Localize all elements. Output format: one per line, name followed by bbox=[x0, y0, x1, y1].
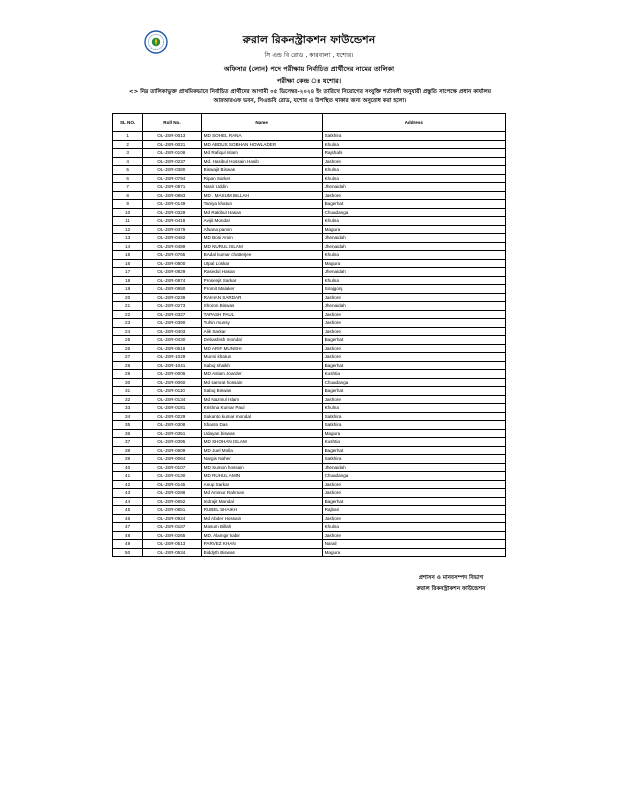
cell-name: Shoron Biswas bbox=[201, 302, 322, 311]
cell-name: Alik Sarkar bbox=[201, 327, 322, 336]
cell-roll-no: OL-JSR-1041 bbox=[143, 361, 201, 370]
cell-address: Jashore bbox=[322, 293, 505, 302]
cell-sl-no: 12 bbox=[113, 225, 143, 234]
table-row bbox=[113, 463, 506, 472]
notice-text: <> নিম্ন তালিকাভুক্ত প্রাথমিকভাবে নির্বাচিত প্রার্থীদের আগামী ০৫ ডিসেম্বর-২০২৪ ইং তারিখে নিয়োগের সংযুক্তি শর্তাবলী অনুযায়ী প্রস্তুতি সাপেক্ষে প্রধান কার্যালয় আরআরএফ ভবন, সিএন্ডবি রোড, যশোর এ উপস্থিত থাকার জন্য অনুরোধ করা হলো। bbox=[128, 89, 492, 104]
table-row bbox=[113, 370, 506, 379]
cell-roll-no: OL-JSR-0534 bbox=[143, 548, 201, 557]
table-row bbox=[113, 438, 506, 447]
table-row bbox=[113, 336, 506, 345]
cell-sl-no: 9 bbox=[113, 200, 143, 209]
cell-address: Kushtia bbox=[322, 438, 505, 447]
cell-name: Debashish mondal bbox=[201, 336, 322, 345]
cell-address: Magura bbox=[322, 548, 505, 557]
cell-name: MD Boni Amin bbox=[201, 234, 322, 243]
cell-name: Promit Malaker bbox=[201, 285, 322, 294]
candidate-table bbox=[112, 113, 506, 557]
cell-roll-no: OL-JSR-0145 bbox=[143, 480, 201, 489]
cell-roll-no: OL-JSR-0482 bbox=[143, 234, 201, 243]
cell-address: Chuadanga bbox=[322, 208, 505, 217]
table-row bbox=[113, 497, 506, 506]
cell-name: Utpal Loskar bbox=[201, 259, 322, 268]
table-row bbox=[113, 361, 506, 370]
cell-roll-no: OL-JSR-0187 bbox=[143, 523, 201, 532]
cell-name: Md Abder Hossain bbox=[201, 514, 322, 523]
cell-address: Satkhira bbox=[322, 421, 505, 430]
cell-address: Jashore bbox=[322, 191, 505, 200]
table-row bbox=[113, 149, 506, 158]
cell-address: Khulna bbox=[322, 217, 505, 226]
cell-sl-no: 25 bbox=[113, 336, 143, 345]
cell-address: Jhenaidah bbox=[322, 302, 505, 311]
cell-sl-no: 26 bbox=[113, 344, 143, 353]
cell-address: Bagerhat bbox=[322, 336, 505, 345]
cell-roll-no: OL-JSR-0380 bbox=[143, 166, 201, 175]
cell-roll-no: OL-JSR-0851 bbox=[143, 506, 201, 515]
cell-address: Jashore bbox=[322, 489, 505, 498]
cell-roll-no: OL-JSR-0329 bbox=[143, 208, 201, 217]
table-row bbox=[113, 378, 506, 387]
cell-roll-no: OL-JSR-0418 bbox=[143, 217, 201, 226]
cell-address: Magura bbox=[322, 429, 505, 438]
cell-roll-no: OL-JSR-0110 bbox=[143, 387, 201, 396]
cell-address: Satkhira bbox=[322, 412, 505, 421]
cell-address: Bagerhat bbox=[322, 361, 505, 370]
table-row bbox=[113, 480, 506, 489]
cell-address: Jashore bbox=[322, 514, 505, 523]
cell-sl-no: 7 bbox=[113, 183, 143, 192]
cell-roll-no: OL-JSR-0403 bbox=[143, 327, 201, 336]
table-row bbox=[113, 276, 506, 285]
cell-name: Nasir Uddin bbox=[201, 183, 322, 192]
cell-sl-no: 34 bbox=[113, 412, 143, 421]
cell-address: Khulna bbox=[322, 166, 505, 175]
cell-sl-no: 8 bbox=[113, 191, 143, 200]
cell-sl-no: 18 bbox=[113, 276, 143, 285]
cell-sl-no: 20 bbox=[113, 293, 143, 302]
cell-sl-no: 42 bbox=[113, 480, 143, 489]
cell-roll-no: OL-JSR-0794 bbox=[143, 174, 201, 183]
cell-name: PARVEZ KHAN bbox=[201, 540, 322, 549]
cell-roll-no: OL-JSR-0513 bbox=[143, 540, 201, 549]
cell-sl-no: 32 bbox=[113, 395, 143, 404]
cell-sl-no: 6 bbox=[113, 174, 143, 183]
cell-name: MD ABDUS SOBHAN HOWLADER bbox=[201, 140, 322, 149]
cell-sl-no: 28 bbox=[113, 361, 143, 370]
cell-roll-no: OL-JSR-0134 bbox=[143, 395, 201, 404]
cell-roll-no: OL-JSR-0327 bbox=[143, 310, 201, 319]
cell-address: Khulna bbox=[322, 523, 505, 532]
cell-address: Magura bbox=[322, 259, 505, 268]
table-row bbox=[113, 548, 506, 557]
cell-name: MD Sumon hossain bbox=[201, 463, 322, 472]
cell-roll-no: OL-JSR-0288 bbox=[143, 489, 201, 498]
cell-roll-no: OL-JSR-0239 bbox=[143, 293, 201, 302]
cell-name: Md. Hasibul Hossain Hasib bbox=[201, 157, 322, 166]
cell-roll-no: OL-JSR-0874 bbox=[143, 276, 201, 285]
table-row bbox=[113, 531, 506, 540]
cell-name: Sabuj Biswas bbox=[201, 387, 322, 396]
signature-department: প্রশাসন ও মানবসম্পদ বিভাগ bbox=[418, 575, 484, 581]
table-row bbox=[113, 157, 506, 166]
table-row bbox=[113, 395, 506, 404]
cell-roll-no: OL-JSR-0064 bbox=[143, 455, 201, 464]
cell-roll-no: OL-JSR-0106 bbox=[143, 149, 201, 158]
cell-sl-no: 14 bbox=[113, 242, 143, 251]
cell-sl-no: 4 bbox=[113, 157, 143, 166]
cell-roll-no: OL-JSR-0765 bbox=[143, 251, 201, 260]
cell-address: Jhenaidah bbox=[322, 234, 505, 243]
cell-sl-no: 10 bbox=[113, 208, 143, 217]
cell-sl-no: 27 bbox=[113, 353, 143, 362]
cell-address: Jhenaidah bbox=[322, 268, 505, 277]
cell-roll-no: OL-JSR-0871 bbox=[143, 183, 201, 192]
cell-name: Sabuj shaikh bbox=[201, 361, 322, 370]
cell-sl-no: 11 bbox=[113, 217, 143, 226]
table-row bbox=[113, 140, 506, 149]
cell-sl-no: 43 bbox=[113, 489, 143, 498]
cell-name: Sukanto kumar mondal bbox=[201, 412, 322, 421]
table-row bbox=[113, 523, 506, 532]
signature-block bbox=[376, 573, 526, 595]
cell-address: Jashore bbox=[322, 319, 505, 328]
cell-name: Rasedul Hasan bbox=[201, 268, 322, 277]
cell-sl-no: 13 bbox=[113, 234, 143, 243]
cell-name: MD Juel Molla bbox=[201, 446, 322, 455]
table-row bbox=[113, 293, 506, 302]
cell-roll-no: OL-JSR-0237 bbox=[143, 157, 201, 166]
cell-name: Shanto Das bbox=[201, 421, 322, 430]
cell-roll-no: OL-JSR-0308 bbox=[143, 421, 201, 430]
cell-name: MD NURUL ISLAM bbox=[201, 242, 322, 251]
cell-name: Krishna Kumar Paul bbox=[201, 404, 322, 413]
list-title: অফিসার (লোন) পদে পরীক্ষায় নির্বাচিত প্রার্থীদের নামের তালিকা bbox=[223, 65, 395, 73]
cell-address: Bagerhat bbox=[322, 446, 505, 455]
cell-roll-no: OL-JSR-0489 bbox=[143, 242, 201, 251]
cell-sl-no: 21 bbox=[113, 302, 143, 311]
table-row bbox=[113, 132, 506, 141]
cell-name: RUBEL SHAIKH bbox=[201, 506, 322, 515]
table-row bbox=[113, 489, 506, 498]
cell-name: Md samrat hossain bbox=[201, 378, 322, 387]
cell-sl-no: 50 bbox=[113, 548, 143, 557]
table-row bbox=[113, 191, 506, 200]
table-row bbox=[113, 234, 506, 243]
cell-name: Afsana parvin bbox=[201, 225, 322, 234]
cell-address: Jashore bbox=[322, 531, 505, 540]
cell-name: Indrajit Mandal bbox=[201, 497, 322, 506]
cell-sl-no: 31 bbox=[113, 387, 143, 396]
cell-name: Md Rakibul Hasan bbox=[201, 208, 322, 217]
cell-sl-no: 30 bbox=[113, 378, 143, 387]
cell-sl-no: 2 bbox=[113, 140, 143, 149]
cell-sl-no: 38 bbox=[113, 446, 143, 455]
cell-sl-no: 24 bbox=[113, 327, 143, 336]
table-header-row bbox=[113, 114, 506, 132]
table-row bbox=[113, 302, 506, 311]
table-row bbox=[113, 387, 506, 396]
cell-sl-no: 40 bbox=[113, 463, 143, 472]
cell-roll-no: OL-JSR-0006 bbox=[143, 370, 201, 379]
cell-sl-no: 45 bbox=[113, 506, 143, 515]
table-row bbox=[113, 319, 506, 328]
organization-name: রুরাল রিকনস্ট্রাকশন ফাউন্ডেশন bbox=[242, 34, 376, 46]
cell-sl-no: 33 bbox=[113, 404, 143, 413]
cell-address: Narail bbox=[322, 540, 505, 549]
cell-sl-no: 37 bbox=[113, 438, 143, 447]
cell-name: Munni khatun bbox=[201, 353, 322, 362]
cell-address: Rajbari bbox=[322, 506, 505, 515]
table-row bbox=[113, 353, 506, 362]
cell-name: Biswajit Biswas bbox=[201, 166, 322, 175]
table-row bbox=[113, 540, 506, 549]
cell-roll-no: OL-JSR-0060 bbox=[143, 378, 201, 387]
table-row bbox=[113, 268, 506, 277]
cell-roll-no: OL-JSR-0395 bbox=[143, 438, 201, 447]
cell-name: Tuhin munsy bbox=[201, 319, 322, 328]
table-row bbox=[113, 506, 506, 515]
cell-sl-no: 3 bbox=[113, 149, 143, 158]
cell-address: Bagerhat bbox=[322, 387, 505, 396]
cell-roll-no: OL-JSR-0021 bbox=[143, 140, 201, 149]
table-row bbox=[113, 242, 506, 251]
cell-sl-no: 47 bbox=[113, 523, 143, 532]
exam-center: পরীক্ষা কেন্দ্র ঃ যশোর। bbox=[276, 77, 342, 85]
cell-address: Jashore bbox=[322, 157, 505, 166]
cell-sl-no: 17 bbox=[113, 268, 143, 277]
cell-name: Nargis Naher bbox=[201, 455, 322, 464]
cell-sl-no: 36 bbox=[113, 429, 143, 438]
header-name: Name bbox=[201, 114, 322, 132]
organization-address: সি এন্ড বি রোড , কারবালা , যশোর। bbox=[264, 52, 354, 59]
cell-roll-no: OL-JSR-0130 bbox=[143, 472, 201, 481]
cell-name: MD. Alamgir kabir bbox=[201, 531, 322, 540]
header-address: Address bbox=[322, 114, 505, 132]
cell-roll-no: OL-JSR-0950 bbox=[143, 285, 201, 294]
cell-name: RAIHAN SARDAR bbox=[201, 293, 322, 302]
cell-address: Kushtia bbox=[322, 370, 505, 379]
cell-address: Jashore bbox=[322, 395, 505, 404]
cell-name: Taniya khatun bbox=[201, 200, 322, 209]
cell-roll-no: OL-JSR-0265 bbox=[143, 531, 201, 540]
table-row bbox=[113, 344, 506, 353]
cell-name: Prosenjit Sarkar bbox=[201, 276, 322, 285]
cell-sl-no: 46 bbox=[113, 514, 143, 523]
table-row bbox=[113, 472, 506, 481]
cell-sl-no: 48 bbox=[113, 531, 143, 540]
table-row bbox=[113, 404, 506, 413]
cell-address: Magura bbox=[322, 225, 505, 234]
cell-roll-no: OL-JSR-0479 bbox=[143, 225, 201, 234]
cell-address: Jhenaidah bbox=[322, 242, 505, 251]
table-row bbox=[113, 429, 506, 438]
cell-roll-no: OL-JSR-0883 bbox=[143, 191, 201, 200]
cell-roll-no: OL-JSR-0390 bbox=[143, 319, 201, 328]
cell-name: Md Rafiqul Islam bbox=[201, 149, 322, 158]
cell-name: MD.Aslam Joarder bbox=[201, 370, 322, 379]
cell-roll-no: OL-JSR-1029 bbox=[143, 353, 201, 362]
cell-roll-no: OL-JSR-0618 bbox=[143, 344, 201, 353]
table-row bbox=[113, 446, 506, 455]
signature-organization: রুরাল রিকনস্ট্রাকশন ফাউন্ডেশন bbox=[416, 586, 486, 592]
cell-address: Jhenaidah bbox=[322, 183, 505, 192]
cell-sl-no: 5 bbox=[113, 166, 143, 175]
table-row bbox=[113, 310, 506, 319]
table-row bbox=[113, 514, 506, 523]
cell-roll-no: OL-JSR-0652 bbox=[143, 497, 201, 506]
cell-address: Jashore bbox=[322, 310, 505, 319]
cell-address: Jashore bbox=[322, 344, 505, 353]
cell-address: Khulna bbox=[322, 140, 505, 149]
cell-sl-no: 29 bbox=[113, 370, 143, 379]
cell-address: Sirajgonj bbox=[322, 285, 505, 294]
table-row bbox=[113, 225, 506, 234]
cell-name: Ripan Sarker bbox=[201, 174, 322, 183]
cell-name: Udayan biswas bbox=[201, 429, 322, 438]
cell-address: Jashore bbox=[322, 327, 505, 336]
cell-roll-no: OL-JSR-0149 bbox=[143, 200, 201, 209]
table-row bbox=[113, 174, 506, 183]
cell-name: Anup Sarkar bbox=[201, 480, 322, 489]
table-row bbox=[113, 259, 506, 268]
header-sl-no: SL NO. bbox=[113, 114, 143, 132]
cell-name: BAdal kumar chatterjee bbox=[201, 251, 322, 260]
cell-roll-no: OL-JSR-0273 bbox=[143, 302, 201, 311]
cell-name: MD SOHEL RANA bbox=[201, 132, 322, 141]
cell-sl-no: 41 bbox=[113, 472, 143, 481]
cell-name: Md Nazmul Islam bbox=[201, 395, 322, 404]
cell-address: Bagerhat bbox=[322, 200, 505, 209]
cell-roll-no: OL-JSR-0181 bbox=[143, 404, 201, 413]
cell-roll-no: OL-JSR-0351 bbox=[143, 429, 201, 438]
table-row bbox=[113, 200, 506, 209]
cell-address: Khulna bbox=[322, 404, 505, 413]
cell-address: Khulna bbox=[322, 251, 505, 260]
cell-name: Masum Billah bbox=[201, 523, 322, 532]
cell-address: Khulna bbox=[322, 174, 505, 183]
cell-sl-no: 44 bbox=[113, 497, 143, 506]
cell-roll-no: OL-JSR-0013 bbox=[143, 132, 201, 141]
table-row bbox=[113, 285, 506, 294]
header-roll-no: Roll No. bbox=[143, 114, 201, 132]
cell-address: Rajshahi bbox=[322, 149, 505, 158]
cell-name: MD SHOHAN ISLAM bbox=[201, 438, 322, 447]
table-row bbox=[113, 166, 506, 175]
cell-name: TAPASH PAUL bbox=[201, 310, 322, 319]
cell-sl-no: 49 bbox=[113, 540, 143, 549]
cell-sl-no: 15 bbox=[113, 251, 143, 260]
cell-roll-no: OL-JSR-0924 bbox=[143, 514, 201, 523]
cell-roll-no: OL-JSR-0107 bbox=[143, 463, 201, 472]
cell-name: Avijit Mondal bbox=[201, 217, 322, 226]
cell-address: Khulna bbox=[322, 276, 505, 285]
table-row bbox=[113, 455, 506, 464]
table-row bbox=[113, 183, 506, 192]
table-body bbox=[113, 132, 506, 557]
cell-address: Chuadanga bbox=[322, 378, 505, 387]
cell-name: MD . MASUM BILLAH bbox=[201, 191, 322, 200]
cell-roll-no: OL-JSR-0609 bbox=[143, 446, 201, 455]
cell-sl-no: 39 bbox=[113, 455, 143, 464]
cell-address: Bagerhat bbox=[322, 497, 505, 506]
cell-address: Satkhira bbox=[322, 455, 505, 464]
cell-roll-no: OL-JSR-0800 bbox=[143, 259, 201, 268]
cell-address: Jashore bbox=[322, 353, 505, 362]
cell-sl-no: 35 bbox=[113, 421, 143, 430]
table-row bbox=[113, 421, 506, 430]
table-row bbox=[113, 327, 506, 336]
cell-address: Chuadanga bbox=[322, 472, 505, 481]
cell-address: Jhenaidah bbox=[322, 463, 505, 472]
cell-name: MD ARIF MUNSHI bbox=[201, 344, 322, 353]
cell-address: Satkhira bbox=[322, 132, 505, 141]
cell-sl-no: 19 bbox=[113, 285, 143, 294]
cell-address: Jashore bbox=[322, 480, 505, 489]
cell-roll-no: OL-JSR-0430 bbox=[143, 336, 201, 345]
cell-name: Biddyth Biswas bbox=[201, 548, 322, 557]
table-row bbox=[113, 412, 506, 421]
table-row bbox=[113, 208, 506, 217]
cell-roll-no: OL-JSR-0229 bbox=[143, 412, 201, 421]
cell-sl-no: 16 bbox=[113, 259, 143, 268]
cell-name: MD RUHUL AMIN bbox=[201, 472, 322, 481]
table-row bbox=[113, 217, 506, 226]
cell-roll-no: OL-JSR-0829 bbox=[143, 268, 201, 277]
table-row bbox=[113, 251, 506, 260]
cell-sl-no: 23 bbox=[113, 319, 143, 328]
cell-name: Md Aminur Rahman bbox=[201, 489, 322, 498]
cell-sl-no: 1 bbox=[113, 132, 143, 141]
cell-sl-no: 22 bbox=[113, 310, 143, 319]
